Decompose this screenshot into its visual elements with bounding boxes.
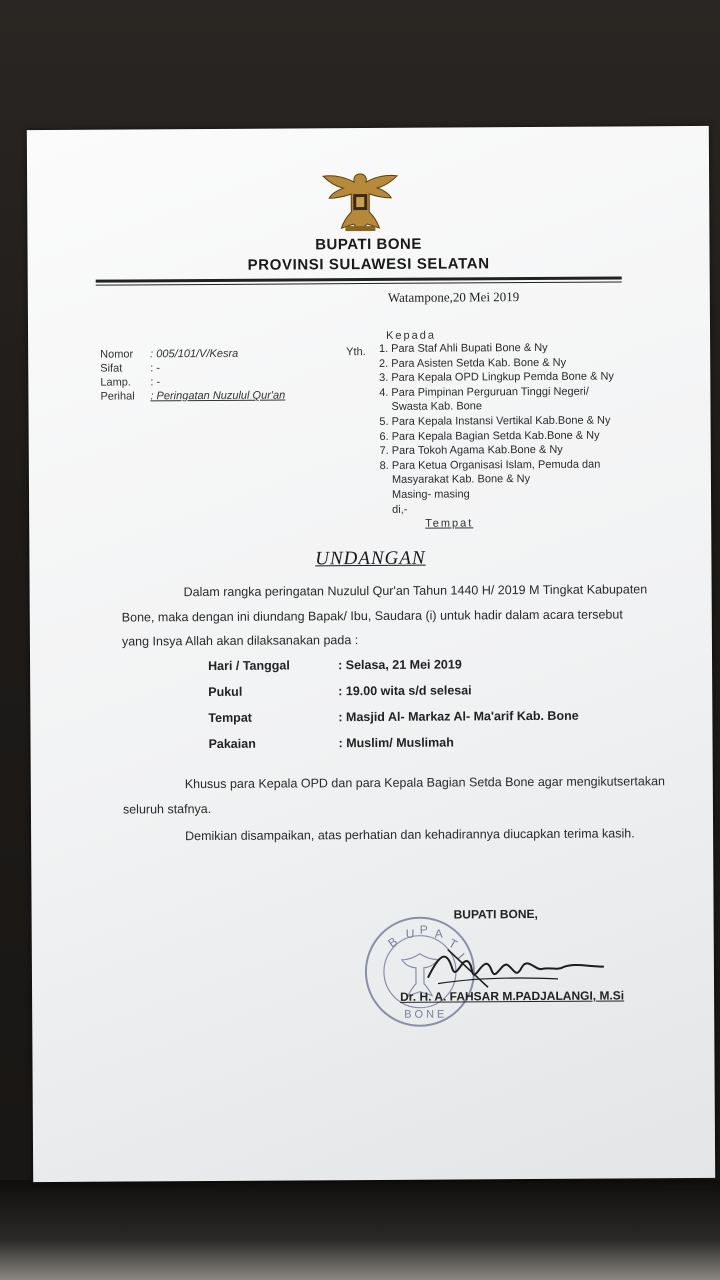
nomor-label: Nomor <box>100 348 134 361</box>
detail-value-dress: : Muslim/ Muslimah <box>338 735 454 751</box>
svg-text:I: I <box>454 950 468 962</box>
body-paragraph-1-line: Bone, maka dengan ini diundang Bapak/ Ibu, Saudara (i) untuk hadir dalam acara tersebut <box>121 607 623 625</box>
recipient-item: 4. Para Pimpinan Perguruan Tinggi Negeri/ <box>379 385 589 399</box>
recipient-list <box>368 341 615 518</box>
detail-label-date: Hari / Tanggal <box>208 658 290 673</box>
body-paragraph-2-line: seluruh stafnya. <box>122 801 212 817</box>
body-paragraph-1-line: yang Insya Allah akan dilaksanakan pada : <box>121 633 359 649</box>
di-label: di,- <box>392 503 408 516</box>
recipient-item: 8. Para Ketua Organisasi Islam, Pemuda dan <box>379 458 601 472</box>
detail-value-place: : Masjid Al- Markaz Al- Ma'arif Kab. Bone <box>338 708 579 725</box>
body-paragraph-1-line: Dalam rangka peringatan Nuzulul Qur'an Tahun 1440 H/ 2019 M Tingkat Kabupaten <box>183 582 648 600</box>
recipient-item: 2. Para Asisten Setda Kab. Bone & Ny <box>379 356 567 370</box>
meta-perihal <box>100 390 285 403</box>
perihal-value: : Peringatan Nuzulul Qur'an <box>150 389 286 403</box>
detail-value-date: : Selasa, 21 Mei 2019 <box>338 657 462 673</box>
lamp-label: Lamp. <box>100 376 131 389</box>
svg-text:U: U <box>405 926 415 941</box>
signatory-title: BUPATI BONE, <box>453 906 538 922</box>
sifat-value: : - <box>150 362 161 375</box>
recipient-item: 1. Para Staf Ahli Bupati Bone & Ny <box>378 341 548 355</box>
recipient-item: 3. Para Kepala OPD Lingkup Pemda Bone & Ny <box>379 370 614 385</box>
recipient-item: 7. Para Tokoh Agama Kab.Bone & Ny <box>379 443 563 458</box>
sifat-label: Sifat <box>100 362 123 375</box>
nomor-value: : 005/101/V/Kesra <box>150 347 239 361</box>
body-paragraph-2-line: Khusus para Kepala OPD dan para Kepala Bagian Setda Bone agar mengikutsertakan <box>184 774 666 792</box>
recipient-item-cont: Swasta Kab. Bone <box>391 400 483 414</box>
meta-lamp <box>100 376 160 388</box>
svg-text:BONE: BONE <box>404 1008 448 1021</box>
lamp-value: : - <box>150 376 161 389</box>
recipient-item: 6. Para Kepala Bagian Setda Kab.Bone & Ny <box>379 429 600 443</box>
meta-sifat <box>100 362 160 374</box>
recipient-item-cont: Masing- masing <box>391 488 470 501</box>
svg-text:B: B <box>385 934 401 951</box>
kepada-label: Kepada <box>386 329 437 342</box>
closing-paragraph: Demikian disampaikan, atas perhatian dan kehadirannya diucapkan terima kasih. <box>185 826 635 844</box>
svg-text:A: A <box>434 926 443 941</box>
detail-value-time: : 19.00 wita s/d selesai <box>338 683 472 699</box>
tempat-label: Tempat <box>425 517 474 530</box>
signatory-name: Dr. H. A. FAHSAR M.PADJALANGI, M.Si <box>400 988 625 1004</box>
office-title: BUPATI BONE <box>315 235 422 254</box>
invitation-heading: UNDANGAN <box>315 547 426 570</box>
detail-label-dress: Pakaian <box>208 736 256 751</box>
detail-label-time: Pukul <box>208 684 243 699</box>
letter-sheet <box>27 126 715 1182</box>
recipient-item-cont: Masyarakat Kab. Bone & Ny <box>391 473 531 487</box>
background-surface <box>0 1180 720 1280</box>
recipient-item: 5. Para Kepala Instansi Vertikal Kab.Bone & Ny <box>379 414 611 428</box>
garuda-emblem-icon <box>317 168 403 235</box>
meta-nomor <box>100 348 238 361</box>
letter-date: Watampone,20 Mei 2019 <box>387 289 520 305</box>
svg-text:T: T <box>446 935 460 952</box>
perihal-label: Perihal <box>100 390 135 403</box>
yth-label: Yth. <box>346 346 366 359</box>
detail-label-place: Tempat <box>208 710 252 725</box>
province-title: PROVINSI SULAWESI SELATAN <box>247 255 490 274</box>
svg-text:P: P <box>419 922 428 937</box>
